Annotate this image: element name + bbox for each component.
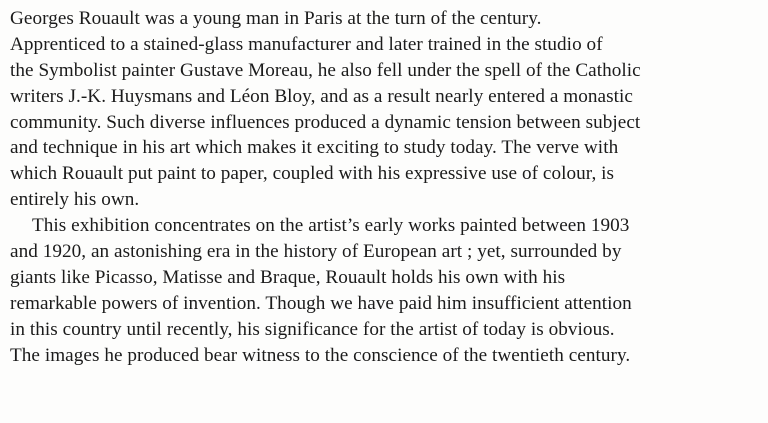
paragraph-line: This exhibition concentrates on the artist’s early works painted between 1903 <box>32 215 630 237</box>
text-block <box>10 6 762 368</box>
paragraph-line: in this country until recently, his significance for the artist of today is obvious. <box>10 318 615 340</box>
paragraph-line: The images he produced bear witness to the conscience of the twentieth century. <box>10 344 631 366</box>
paragraph-line: Apprenticed to a stained-glass manufacturer and later trained in the studio of <box>10 33 603 55</box>
paragraph-line: entirely his own. <box>10 189 140 211</box>
paragraph-2 <box>10 213 762 368</box>
paragraph-line: and 1920, an astonishing era in the history of European art ; yet, surrounded by <box>10 241 622 263</box>
paragraph-1 <box>10 6 762 213</box>
paragraph-line: giants like Picasso, Matisse and Braque, Rouault holds his own with his <box>10 266 566 288</box>
paragraph-line: writers J.-K. Huysmans and Léon Bloy, and as a result nearly entered a monastic <box>10 85 633 107</box>
paragraph-line: remarkable powers of invention. Though we have paid him insufficient attention <box>10 292 632 314</box>
paragraph-line: Georges Rouault was a young man in Paris at the turn of the century. <box>10 8 542 29</box>
paragraph-line: community. Such diverse influences produced a dynamic tension between subject <box>10 111 641 133</box>
paragraph-line: the Symbolist painter Gustave Moreau, he also fell under the spell of the Catholic <box>10 59 641 81</box>
paragraph-line: and technique in his art which makes it exciting to study today. The verve with <box>10 137 619 159</box>
paragraph-line: which Rouault put paint to paper, coupled with his expressive use of colour, is <box>10 163 615 185</box>
